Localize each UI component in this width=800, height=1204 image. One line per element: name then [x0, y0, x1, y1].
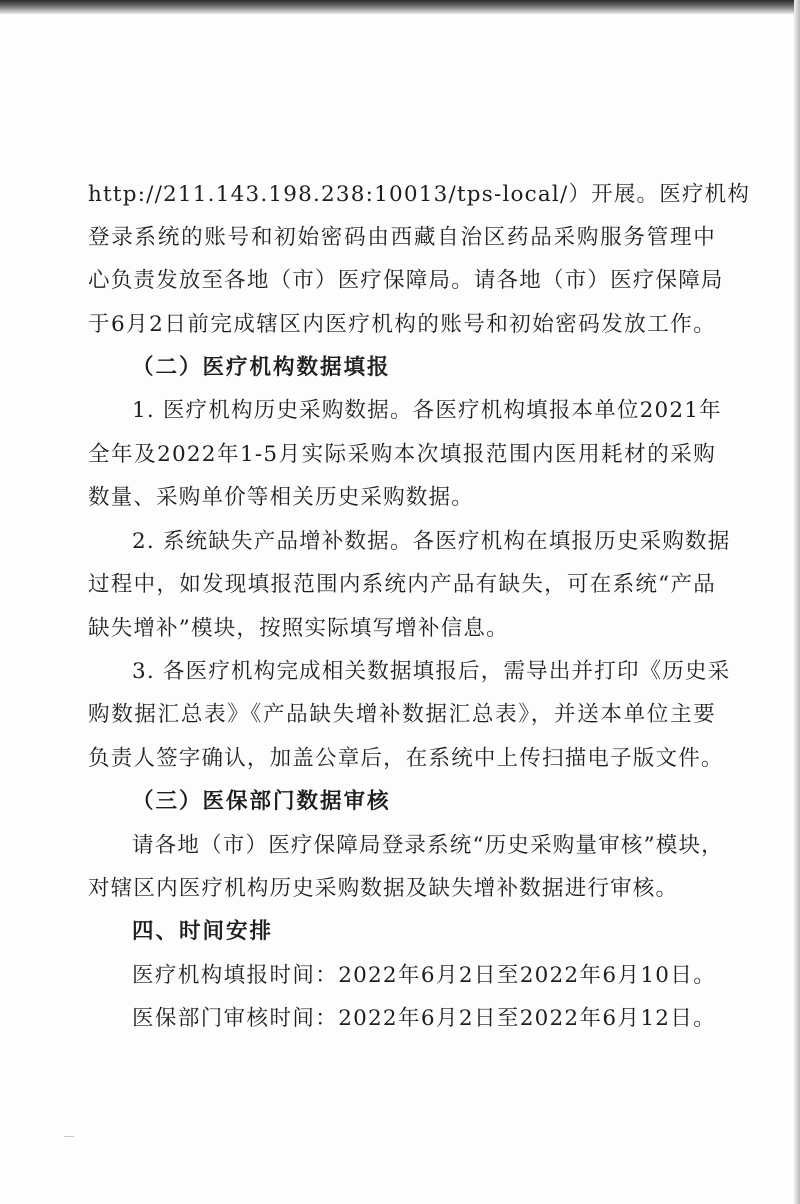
scan-right-edge — [794, 0, 800, 1204]
paragraph-line: 过程中，如发现填报范围内系统内产品有缺失，可在系统“产品 — [88, 572, 716, 597]
section-heading: 四、时间安排 — [132, 919, 274, 944]
paragraph-line: 心负责发放至各地（市）医疗保障局。请各地（市）医疗保障局 — [88, 268, 724, 293]
paragraph-line: 请各地（市）医疗保障局登录系统“历史采购量审核”模块， — [132, 833, 724, 858]
paragraph-line: 数量、采购单价等相关历史采购数据。 — [88, 485, 474, 510]
paragraph-line: 对辖区内医疗机构历史采购数据及缺失增补数据进行审核。 — [88, 876, 679, 901]
paragraph-line: 于6月2日前完成辖区内医疗机构的账号和初始密码发放工作。 — [88, 312, 716, 337]
paragraph-line: 3. 各医疗机构完成相关数据填报后，需导出并打印《历史采 — [132, 659, 731, 684]
paragraph-line: 缺失增补”模块，按照实际填写增补信息。 — [88, 616, 509, 641]
paragraph-line: 登录系统的账号和初始密码由西藏自治区药品采购服务管理中 — [88, 225, 716, 250]
section-heading: （二）医疗机构数据填报 — [132, 355, 391, 380]
paragraph-line: 全年及2022年1-5月实际采购本次填报范围内医用耗材的采购 — [88, 442, 716, 467]
paragraph-line: 负责人签字确认，加盖公章后，在系统中上传扫描电子版文件。 — [88, 746, 724, 771]
schedule-line: 医疗机构填报时间：2022年6月2日至2022年6月10日。 — [132, 963, 717, 988]
scan-top-edge — [0, 0, 800, 14]
paragraph-line: http://211.143.198.238:10013/tps-local/）开展。医疗机构 — [88, 182, 751, 207]
paragraph-line: 2. 系统缺失产品增补数据。各医疗机构在填报历史采购数据 — [132, 529, 731, 554]
paragraph-line: 1. 医疗机构历史采购数据。各医疗机构填报本单位2021年 — [132, 398, 722, 423]
section-heading: （三）医保部门数据审核 — [132, 789, 391, 814]
paragraph-line: 购数据汇总表》《产品缺失增补数据汇总表》，并送本单位主要 — [88, 702, 716, 727]
schedule-line: 医保部门审核时间：2022年6月2日至2022年6月12日。 — [132, 1006, 717, 1031]
scan-speck — [64, 1130, 78, 1137]
